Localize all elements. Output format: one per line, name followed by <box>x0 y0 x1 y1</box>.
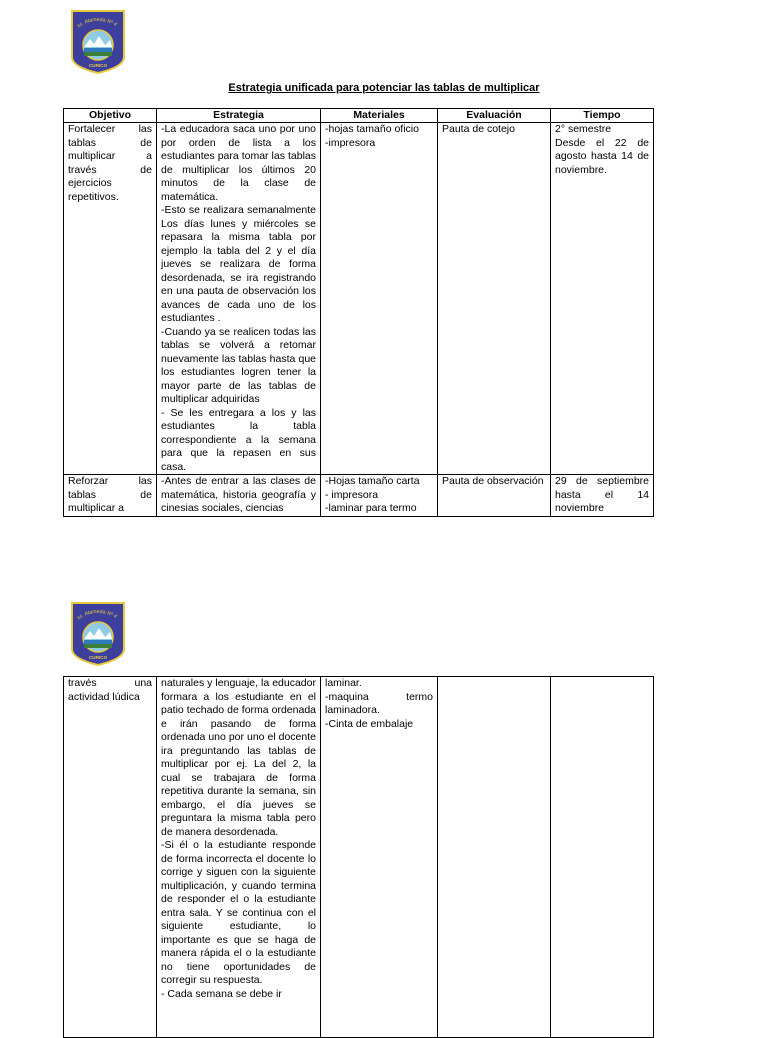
svg-text:CURICO: CURICO <box>88 63 108 68</box>
cell-materiales: -hojas tamaño oficio -impresora <box>321 123 438 475</box>
document-page-2 <box>0 560 768 1024</box>
document-title: Estrategia unificada para potenciar las tablas de multiplicar <box>228 82 540 94</box>
header-objetivo: Objetivo <box>64 109 157 123</box>
table-row <box>64 123 654 475</box>
cell-objetivo: través una actividad lúdica <box>64 677 157 1038</box>
table-header-row <box>64 109 654 123</box>
cell-tiempo: 2° semestre Desde el 22 de agosto hasta 14 de noviembre. <box>551 123 654 475</box>
header-evaluacion: Evaluación <box>438 109 551 123</box>
table-row <box>64 475 654 517</box>
cell-evaluacion: Pauta de cotejo <box>438 123 551 475</box>
school-crest-logo <box>70 9 126 75</box>
strategy-table <box>63 108 654 517</box>
cell-evaluacion: Pauta de observación <box>438 475 551 517</box>
cell-objetivo: Reforzar las tablas de multiplicar a <box>64 475 157 517</box>
cell-estrategia: -La educadora saca uno por uno por orden de lista a los estudiantes para tomar las tablas de multiplicar los últimos 20 minutos de la clase de matemática. -Esto se realizara semanalmente Los días lunes y miércoles se repasara la misma tabla por ejemplo la tabla del 2 y el día jueves se realizara de forma desordenada, se ira registrando en una pauta de observación los avances de cada uno de los estudiantes . -Cuando ya se realicen todas las tablas se volverá a retomar nuevamente las tablas hasta que los estudiantes logren tener la mayor parte de las tablas de multiplicar adquiridas - Se les entregara a los y las estudiantes la tabla correspondiente a la semana para que la repasen en sus casa. <box>157 123 321 475</box>
header-materiales: Materiales <box>321 109 438 123</box>
svg-text:Esc. Alameda Nº 446: sc. Alameda Nº 4 <box>76 608 118 622</box>
cell-materiales: -Hojas tamaño carta - impresora -laminar para termo <box>321 475 438 517</box>
strategy-table-continued <box>63 676 654 1038</box>
cell-evaluacion <box>438 677 551 1038</box>
cell-materiales: laminar. -maquina termo laminadora. -Cinta de embalaje <box>321 677 438 1038</box>
table-row <box>64 677 654 1038</box>
cell-estrategia: -Antes de entrar a las clases de matemática, historia geografía y cinesias sociales, ciencias <box>157 475 321 517</box>
header-estrategia: Estrategia <box>157 109 321 123</box>
cell-objetivo: Fortalecer las tablas de multiplicar a través de ejercicios repetitivos. <box>64 123 157 475</box>
header-tiempo: Tiempo <box>551 109 654 123</box>
svg-text:CURICO: CURICO <box>88 655 108 660</box>
cell-estrategia: naturales y lenguaje, la educador formara a los estudiante en el patio techado de forma ordenada e irán pasando de forma ordenada uno por uno el docente ira preguntando las tablas de multiplicar por ej. La del 2, la cual se trabajara de forma repetitiva durante la semana, sin embargo, el día jueves se preguntara la misma tabla pero de manera desordenada. -Si él o la estudiante responde de forma incorrecta el docente lo corrige y siguen con la siguiente multiplicación, y cuando termina de responder el o la estudiante entra sala. Y se continua con el siguiente estudiante, lo importante es que se haga de manera rápida el o la estudiante no tiene oportunidades de corregir su respuesta. - Cada semana se debe ir <box>157 677 321 1038</box>
svg-text:Esc. Alameda Nº 446: sc. Alameda Nº 4 <box>76 16 118 30</box>
cell-tiempo: 29 de septiembre hasta el 14 noviembre <box>551 475 654 517</box>
school-crest-logo <box>70 601 126 667</box>
cell-tiempo <box>551 677 654 1038</box>
